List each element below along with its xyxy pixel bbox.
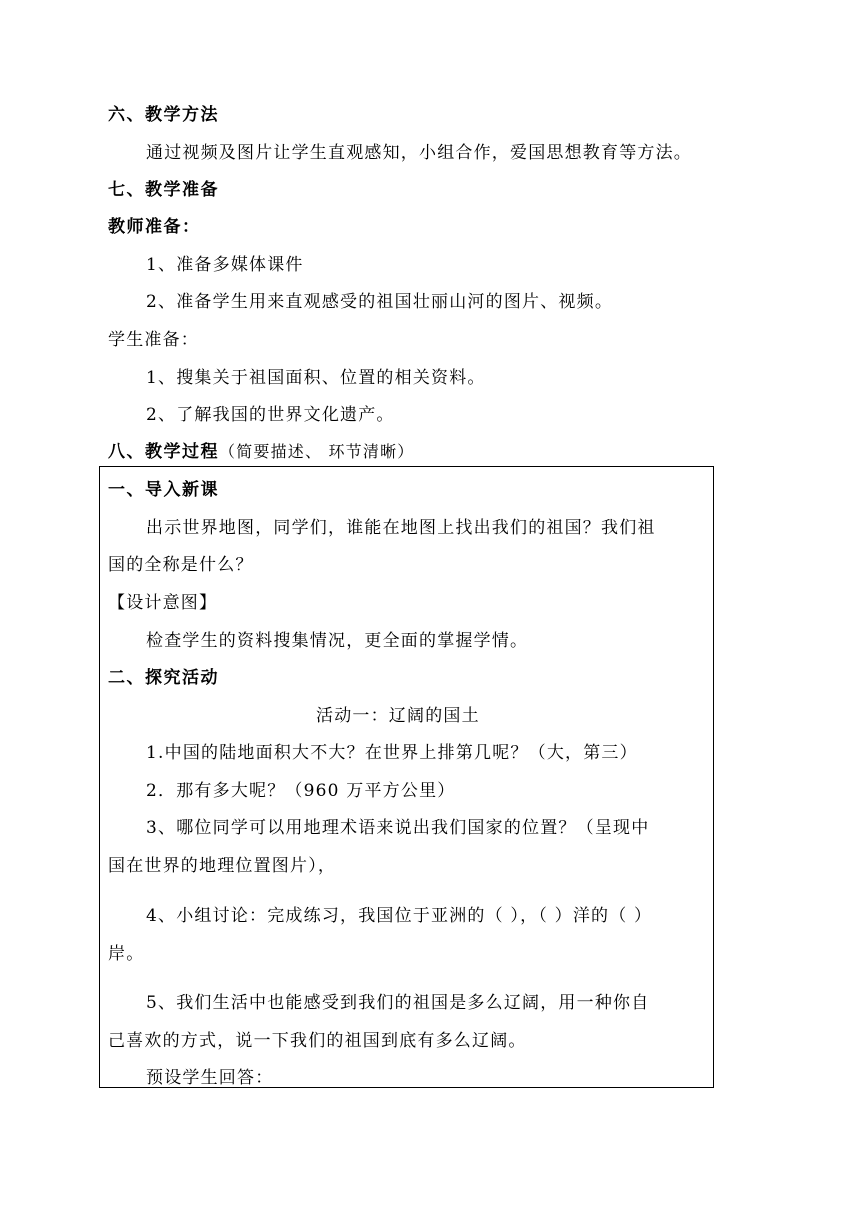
question-5: 5、我们生活中也能感受到我们的祖国是多么辽阔，用一种你自 bbox=[146, 993, 650, 1013]
student-prep-label: 学生准备： bbox=[108, 330, 199, 350]
section6-body: 通过视频及图片让学生直观感知，小组合作，爱国思想教育等方法。 bbox=[146, 143, 692, 163]
preset-answer-label: 预设学生回答： bbox=[146, 1068, 274, 1088]
question-2: 2．那有多大呢？（960 万平方公里） bbox=[146, 781, 456, 801]
section8-heading: 八、教学过程 bbox=[108, 442, 219, 462]
process-part1-text: 出示世界地图，同学们，谁能在地图上找出我们的祖国？我们祖 bbox=[146, 518, 656, 538]
activity-title: 活动一：辽阔的国土 bbox=[316, 706, 480, 726]
question-5-cont: 己喜欢的方式，说一下我们的祖国到底有多么辽阔。 bbox=[108, 1031, 527, 1051]
process-part1-text-cont: 国的全称是什么？ bbox=[108, 555, 254, 575]
question-4-cont: 岸。 bbox=[108, 944, 145, 964]
teacher-prep-label: 教师准备： bbox=[108, 217, 201, 237]
student-prep-item: 1、搜集关于祖国面积、位置的相关资料。 bbox=[146, 368, 486, 388]
question-1: 1.中国的陆地面积大不大？在世界上排第几呢？（大，第三） bbox=[146, 743, 638, 763]
section8-heading-row bbox=[108, 440, 415, 464]
process-part2-title: 二、探究活动 bbox=[108, 668, 219, 688]
section8-heading-note: （简要描述、 环节清晰） bbox=[219, 442, 415, 461]
question-4: 4、小组讨论：完成练习，我国位于亚洲的（ ），（ ）洋的（ ） bbox=[146, 906, 653, 926]
question-3: 3、哪位同学可以用地理术语来说出我们国家的位置？（呈现中 bbox=[146, 818, 650, 838]
design-intent-text: 检查学生的资料搜集情况，更全面的掌握学情。 bbox=[146, 631, 529, 651]
section6-heading: 六、教学方法 bbox=[108, 105, 219, 125]
student-prep-item: 2、了解我国的世界文化遗产。 bbox=[146, 405, 395, 425]
teacher-prep-item: 1、准备多媒体课件 bbox=[146, 255, 304, 275]
section7-heading: 七、教学准备 bbox=[108, 180, 219, 200]
process-part1-title: 一、导入新课 bbox=[108, 480, 219, 500]
question-3-cont: 国在世界的地理位置图片）， bbox=[108, 856, 337, 876]
design-intent-label: 【设计意图】 bbox=[108, 593, 218, 613]
teacher-prep-item: 2、准备学生用来直观感受的祖国壮丽山河的图片、视频。 bbox=[146, 292, 614, 312]
